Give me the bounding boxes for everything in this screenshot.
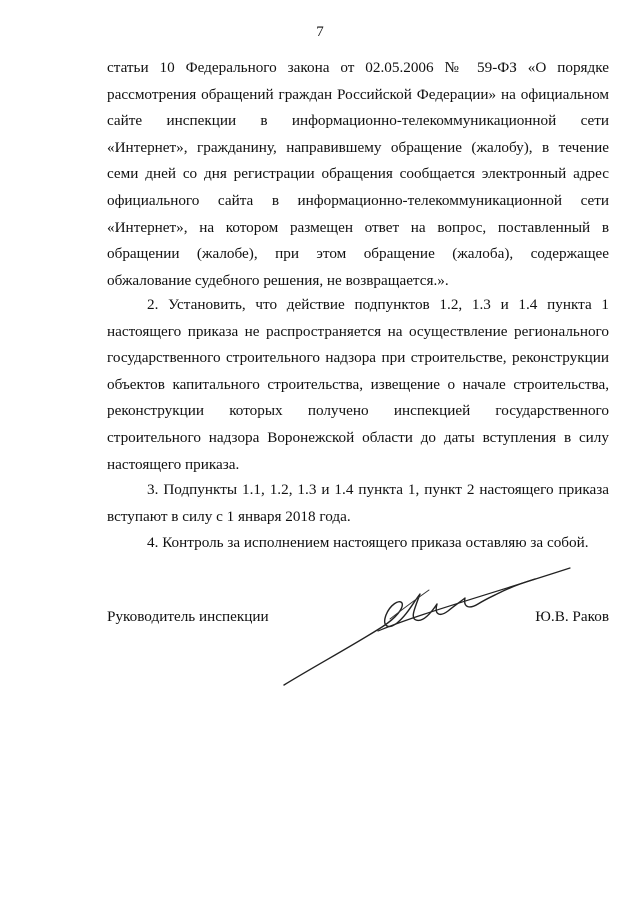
page-number: 7	[316, 24, 324, 40]
signatory-name: Ю.В. Раков	[535, 608, 609, 625]
handwritten-signature	[270, 560, 580, 695]
paragraph-continuation: статьи 10 Федерального закона от 02.05.2006 № 59-ФЗ «О порядке рассмотрения обращений граждан Российской Федерации» на официальном сайте инспекции в информационно-телекоммуникационной сети «Интернет», гражданину, направившему обращение (жалобу), в течение семи дней со дня регистрации обращения сообщается электронный адрес официального сайта в информационно-телекоммуникационной сети «Интернет», на котором размещен ответ на вопрос, поставленный в обращении (жалобе), при этом обращение (жалоба), содержащее обжалование судебного решения, не возвращается.».	[107, 59, 609, 289]
signatory-title: Руководитель инспекции	[107, 608, 269, 625]
paragraph-item-4: 4. Контроль за исполнением настоящего приказа оставляю за собой.	[147, 534, 589, 551]
paragraph-item-2: 2. Установить, что действие подпунктов 1.2, 1.3 и 1.4 пункта 1 настоящего приказа не распространяется на осуществление регионального государственного строительного надзора при строительстве, реконструкции объектов капитального строительства, извещение о начале строительства, реконструкции которых получено инспекцией государственного строительного надзора Воронежской области до даты вступления в силу настоящего приказа.	[107, 296, 609, 473]
paragraph-item-3: 3. Подпункты 1.1, 1.2, 1.3 и 1.4 пункта 1, пункт 2 настоящего приказа вступают в силу с 1 января 2018 года.	[107, 481, 609, 525]
